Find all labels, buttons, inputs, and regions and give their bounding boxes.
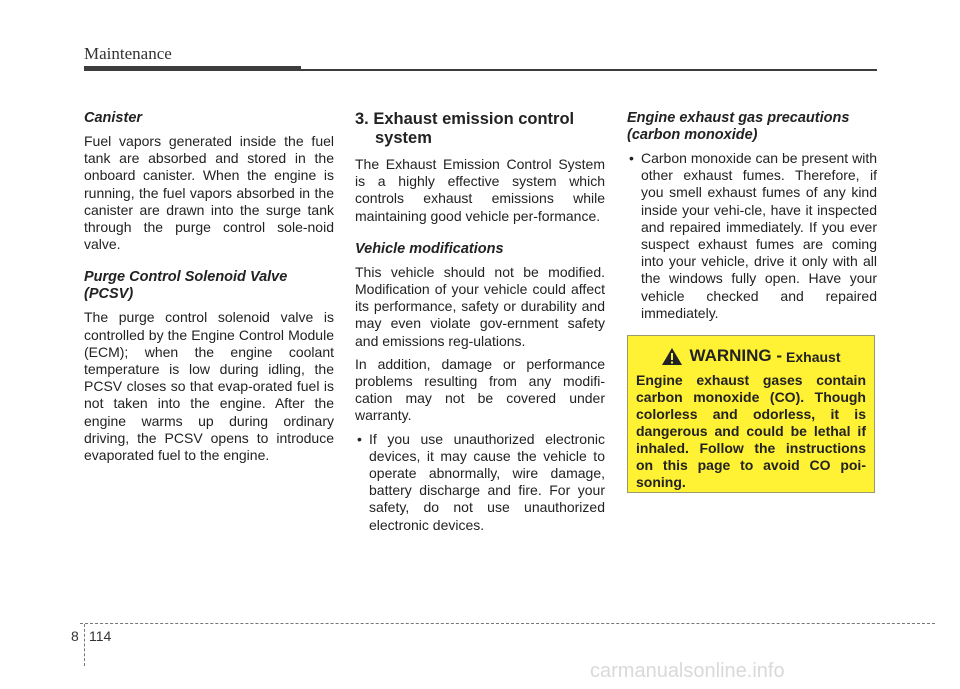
column-middle — [355, 110, 605, 542]
canister-paragraph: Fuel vapors generated inside the fuel tank are absorbed and stored in the onboard canister. When the engine is running, the fuel vapors absorbed in the canister are drawn into the surge tank through the purge control sole-noid valve. — [84, 133, 334, 253]
exhaust-precautions-heading-line1: Engine exhaust gas precautions — [627, 110, 850, 126]
pcsv-paragraph: The purge control solenoid valve is controlled by the Engine Control Module (ECM); when the engine coolant temperature is low during idling, the PCSV closes so that evap-orated fuel is not taken into the engine. After the engine warms up during ordinary driving, the PCSV opens to introduce evaporated fuel to the engine. — [84, 309, 334, 464]
carbon-monoxide-bullet-text: Carbon monoxide can be present with other exhaust fumes. Therefore, if you smell exhaust fumes of any kind inside your vehi-cle, have it inspected and repaired immediately. If you ever suspect exhaust fumes are coming into your vehicle, drive it only with all the windows fully open. Have your vehicle checked and repaired immediately. — [641, 150, 877, 321]
warning-header — [636, 346, 866, 366]
header-rule-thick — [84, 66, 301, 71]
vehicle-mods-paragraph-2: In addition, damage or performance problems resulting from any modifi-cation may not be covered under warranty. — [355, 355, 605, 424]
footer-divider — [84, 624, 85, 666]
vehicle-mods-heading: Vehicle modifications — [355, 240, 504, 257]
page-number: 114 — [89, 628, 112, 644]
warning-triangle-icon — [661, 347, 683, 366]
bullet-dot: • — [357, 430, 362, 447]
vehicle-mods-paragraph-1: This vehicle should not be modified. Modification of your vehicle could affect its performance, safety or durability and may even violate gov-ernment safety and emissions reg-ulations. — [355, 263, 605, 349]
header-rule-thin — [301, 69, 877, 71]
exhaust-heading-line2: system — [375, 129, 432, 147]
exhaust-precautions-heading-line2: (carbon monoxide) — [627, 127, 758, 143]
bullet-dot: • — [629, 150, 634, 166]
column-left — [84, 110, 334, 480]
carbon-monoxide-bullet — [627, 150, 877, 322]
pcsv-heading-line1: Purge Control Solenoid Valve — [84, 269, 288, 286]
pcsv-heading-line2: (PCSV) — [84, 286, 134, 303]
pcsv-heading — [84, 269, 334, 303]
exhaust-precautions-heading — [627, 110, 877, 144]
footer-rule — [80, 623, 935, 624]
exhaust-intro-paragraph: The Exhaust Emission Control System is a highly effective system which controls exhaust emissions while maintaining good vehicle per-formance. — [355, 156, 605, 224]
page-header-title: Maintenance — [84, 44, 172, 63]
exhaust-heading-line1: 3. Exhaust emission control — [355, 110, 575, 128]
warning-text: Engine exhaust gases contain carbon monoxide (CO). Though colorless and odorless, it is dangerous and could be lethal if inhaled. Follow the instructions on this page to avoid CO poi-soning. — [636, 372, 866, 490]
warning-box — [627, 335, 875, 493]
column-right — [627, 110, 877, 330]
warning-sublabel: Exhaust — [786, 349, 841, 365]
vehicle-mods-bullet-text: If you use unauthorized electronic devices, it may cause the vehicle to operate abnormally, wire damage, battery discharge and fire. For your safety, do not use unauthorized electronic devices. — [369, 430, 605, 533]
warning-label: WARNING - — [689, 346, 783, 365]
vehicle-mods-bullet — [355, 431, 605, 534]
exhaust-section-heading — [355, 110, 605, 148]
chapter-number: 8 — [71, 628, 79, 644]
canister-heading: Canister — [84, 110, 143, 126]
watermark: carmanualsonline.info — [590, 660, 785, 682]
